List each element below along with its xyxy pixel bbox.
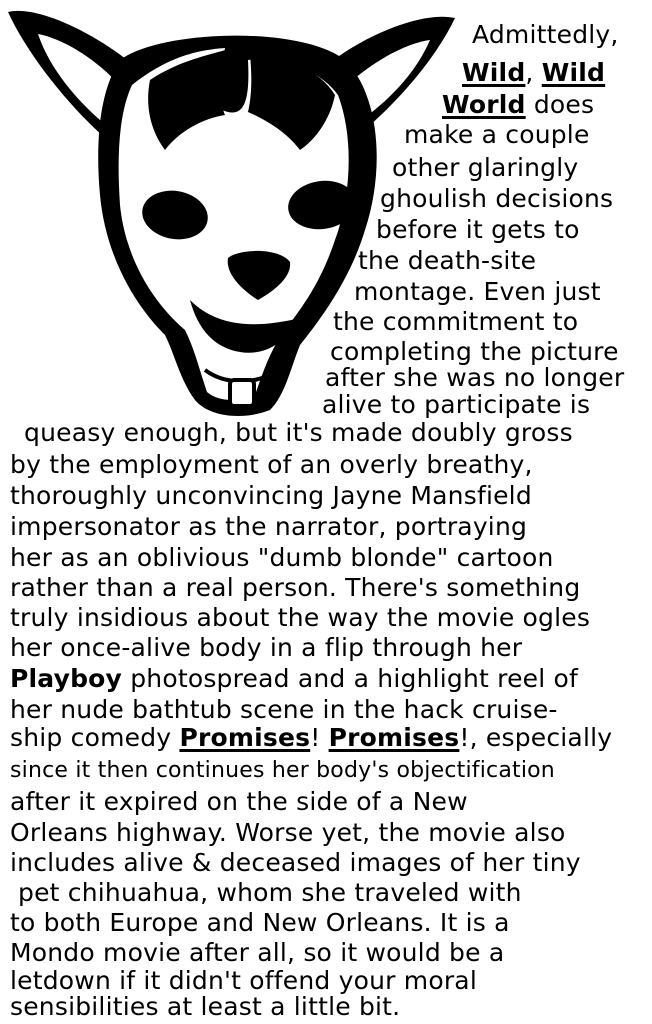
text-line: the commitment to <box>333 307 579 336</box>
text-line: to both Europe and New Orleans. It is a <box>10 908 510 937</box>
text-line: ship comedy Promises! Promises!, especially <box>10 723 613 752</box>
magazine-title: Playboy <box>10 664 123 693</box>
text-line: sensibilities at least a little bit. <box>10 992 401 1021</box>
text-line: queasy enough, but it's made doubly gross <box>24 418 573 447</box>
title-word: Wild <box>541 58 606 87</box>
text-line: ghoulish decisions <box>380 184 614 213</box>
text-line: Wild, Wild <box>462 58 606 87</box>
text-line: her nude bathtub scene in the hack cruise- <box>10 695 558 724</box>
text-line: by the employment of an overly breathy, <box>10 450 533 479</box>
text-line: thoroughly unconvincing Jayne Mansfield <box>10 481 532 510</box>
text-line: Playboy photospread and a highlight reel of <box>10 664 579 693</box>
text-line: other glaringly <box>392 153 579 182</box>
text-line: truly insidious about the way the movie ogles <box>10 603 591 632</box>
text-line: the death-site <box>358 246 537 275</box>
text-line: after it expired on the side of a New <box>10 787 468 816</box>
film-title: Promises <box>328 723 460 752</box>
title-word: Wild <box>462 58 526 87</box>
text-line: impersonator as the narrator, portraying <box>10 512 528 541</box>
text-line: alive to participate is <box>322 390 591 419</box>
text-line: her once-alive body in a flip through her <box>10 633 523 662</box>
text-line: Admittedly, <box>472 20 619 49</box>
text-line: pet chihuahua, whom she traveled with <box>18 878 522 907</box>
film-title: Promises <box>179 723 311 752</box>
text-line: after she was no longer <box>325 363 625 392</box>
text-line: montage. Even just <box>354 277 601 306</box>
text-line: make a couple <box>404 120 590 149</box>
text-line: Orleans highway. Worse yet, the movie also <box>10 818 566 847</box>
title-word: World <box>442 90 526 119</box>
text-line: Mondo movie after all, so it would be a <box>10 938 505 967</box>
text-line: her as an oblivious "dumb blonde" cartoon <box>10 543 554 572</box>
text-line: since it then continues her body's objectification <box>10 758 555 783</box>
text-line: before it gets to <box>376 215 580 244</box>
text-line: includes alive & deceased images of her tiny <box>10 848 581 877</box>
text-line: letdown if it didn't offend your moral <box>10 966 477 995</box>
text-line: World does <box>442 90 595 119</box>
text-line: completing the picture <box>330 337 619 366</box>
text-line: rather than a real person. There's something <box>10 573 581 602</box>
